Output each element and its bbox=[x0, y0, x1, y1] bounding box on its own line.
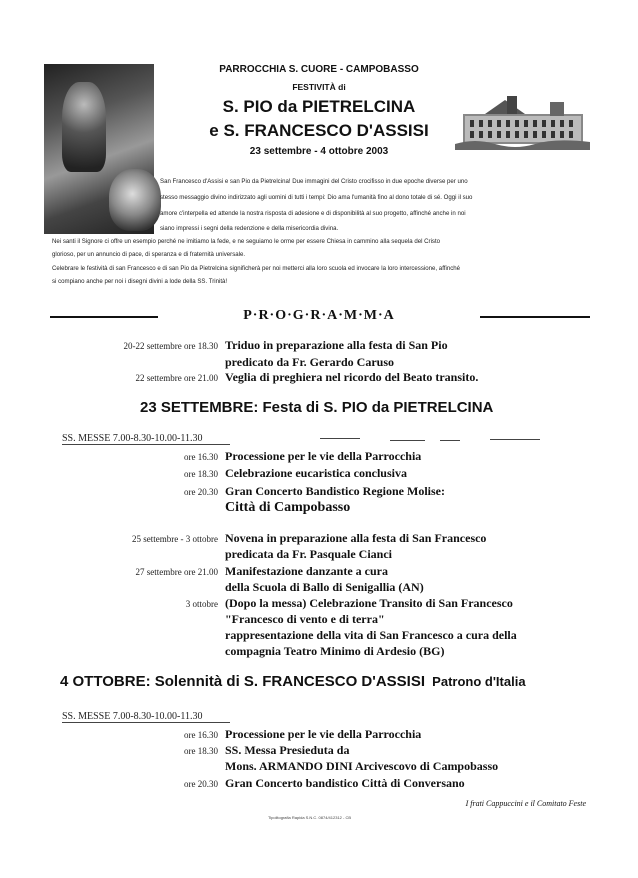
event-text: Novena in preparazione alla festa di San Francesco bbox=[225, 531, 487, 545]
event-time: ore 16.30 bbox=[184, 730, 218, 740]
intro-line: San Francesco d'Assisi e san Pio da Pietrelcina! Due immagini del Cristo crocifisso in due epoche diverse per uno bbox=[160, 178, 468, 185]
heading-4-ottobre-patrono: Patrono d'Italia bbox=[432, 674, 526, 689]
festival-dates: 23 settembre - 4 ottobre 2003 bbox=[249, 146, 389, 157]
divider bbox=[390, 440, 425, 441]
event-text: Gran Concerto Bandistico Regione Molise: bbox=[225, 484, 445, 498]
event-text: della Scuola di Ballo di Senigallia (AN) bbox=[225, 580, 424, 594]
intro-line: Celebrare le festività di san Francesco e di san Pio da Pietrelcina significherà per noi metterci alla loro scuola ed invocare la loro intercessione, affinché bbox=[52, 265, 461, 272]
event-time: 22 settembre ore 21.00 bbox=[135, 373, 218, 383]
parish-name: PARROCCHIA S. CUORE - CAMPOBASSO bbox=[219, 64, 419, 75]
padre-pio-portrait bbox=[109, 169, 161, 231]
event-text: SS. Messa Presieduta da bbox=[225, 743, 350, 757]
event-time: ore 18.30 bbox=[184, 746, 218, 756]
event-text: predicato da Fr. Gerardo Caruso bbox=[225, 355, 394, 369]
event-text: Triduo in preparazione alla festa di San Pio bbox=[225, 338, 448, 352]
masses-times: SS. MESSE 7.00-8.30-10.00-11.30 bbox=[62, 433, 203, 444]
title-san-pio: S. PIO da PIETRELCINA bbox=[222, 97, 416, 116]
programma-rule-right bbox=[480, 316, 590, 318]
event-time: ore 18.30 bbox=[184, 469, 218, 479]
event-text: Città di Campobasso bbox=[225, 500, 351, 515]
event-text: Manifestazione danzante a cura bbox=[225, 564, 388, 578]
event-text: rappresentazione della vita di San Francesco a cura della bbox=[225, 628, 517, 642]
divider bbox=[62, 722, 230, 723]
event-text: compagnia Teatro Minimo di Ardesio (BG) bbox=[225, 644, 445, 658]
event-text: Processione per le vie della Parrocchia bbox=[225, 727, 422, 741]
event-time: ore 16.30 bbox=[184, 452, 218, 462]
event-text: (Dopo la messa) Celebrazione Transito di San Francesco bbox=[225, 596, 513, 610]
intro-line: amore c'interpella ed attende la nostra risposta di adesione e di disponibilità al suo progetto, affinché anche in noi bbox=[160, 210, 466, 217]
heading-4-ottobre bbox=[60, 673, 526, 690]
intro-line: glorioso, per un annuncio di pace, di speranza e di fraternità universale. bbox=[52, 251, 246, 258]
divider bbox=[440, 440, 460, 441]
intro-line: siano impressi i segni della redenzione e della misericordia divina. bbox=[160, 225, 339, 232]
festivity-label: FESTIVITÀ di bbox=[292, 82, 346, 92]
event-time: 25 settembre - 3 ottobre bbox=[132, 534, 218, 544]
divider bbox=[320, 438, 360, 439]
title-san-francesco: e S. FRANCESCO D'ASSISI bbox=[209, 121, 429, 140]
event-text: Veglia di preghiera nel ricordo del Beato transito. bbox=[225, 370, 479, 384]
programma-rule-left bbox=[50, 316, 158, 318]
signature: I frati Cappuccini e il Comitato Feste bbox=[465, 799, 586, 808]
intro-line: si compiano anche per noi i disegni divini a lode della SS. Trinità! bbox=[52, 278, 228, 285]
event-time: 27 settembre ore 21.00 bbox=[135, 567, 218, 577]
event-text: Mons. ARMANDO DINI Arcivescovo di Campobasso bbox=[225, 759, 499, 773]
heading-4-ottobre-main: 4 OTTOBRE: Solennità di S. FRANCESCO D'ASSISI bbox=[60, 673, 425, 690]
programma-title: P·R·O·G·R·A·M·M·A bbox=[243, 308, 395, 323]
printer-credit: Tipolitografia Rapida S.N.C. 0874/412312 - CB bbox=[268, 815, 352, 820]
intro-line: stesso messaggio divino indirizzato agli uomini di tutti i tempi: Dio ama l'umanità fino al dono totale di sé. Oggi il suo bbox=[160, 194, 473, 201]
masses-times: SS. MESSE 7.00-8.30-10.00-11.30 bbox=[62, 711, 203, 722]
event-text: Processione per le vie della Parrocchia bbox=[225, 449, 422, 463]
divider bbox=[62, 444, 230, 445]
intro-line: Nei santi il Signore ci offre un esempio perché ne imitiamo la fede, e ne seguiamo le orme per essere Chiesa in cammino alla sequela del Cristo bbox=[52, 238, 441, 245]
event-text: Celebrazione eucaristica conclusiva bbox=[225, 466, 407, 480]
event-time: 3 ottobre bbox=[185, 599, 218, 609]
event-time: 20-22 settembre ore 18.30 bbox=[123, 341, 218, 351]
divider bbox=[490, 439, 540, 440]
event-time: ore 20.30 bbox=[184, 487, 218, 497]
event-text: Gran Concerto bandistico Città di Conversano bbox=[225, 776, 465, 790]
heading-23-settembre: 23 SETTEMBRE: Festa di S. PIO da PIETRELCINA bbox=[140, 399, 494, 416]
event-text: "Francesco di vento e di terra" bbox=[225, 612, 385, 626]
event-time: ore 20.30 bbox=[184, 779, 218, 789]
event-text: predicata da Fr. Pasquale Cianci bbox=[225, 547, 393, 561]
